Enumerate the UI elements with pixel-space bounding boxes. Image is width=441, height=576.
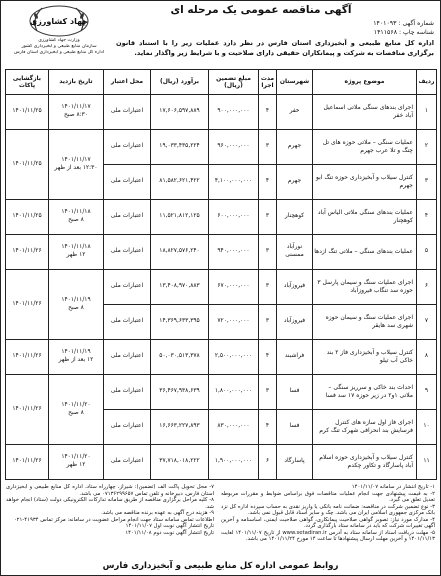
- table-row: [6, 445, 437, 480]
- table-row: [6, 340, 437, 375]
- table-header: [6, 70, 437, 95]
- estimate-amount-cell: ۱۱,۵۲۱,۸۱۲,۱۲۵: [151, 200, 209, 235]
- org-line-ministry: وزارت جهاد کشاورزی: [38, 38, 80, 43]
- guarantee-amount-cell: ۶۰۰,۰۰۰,۰۰۰: [209, 200, 259, 235]
- table-row: [6, 375, 437, 410]
- estimate-amount-cell: ۱۸,۸۲۷,۵۷۶,۲۴۰: [151, 235, 209, 270]
- row-number-cell: ۶: [417, 270, 437, 305]
- guarantee-amount-cell: ۶۷۰,۰۰۰,۰۰۰: [209, 270, 259, 305]
- visit-date-cell: ۱۴۰۱/۱۱/۱۸ ۸ صبح: [49, 200, 104, 235]
- funding-source-cell: اعتبارات ملی: [104, 270, 151, 305]
- table-row: [6, 130, 437, 165]
- row-number-cell: ۸: [417, 340, 437, 375]
- conditions-notes-right: [221, 484, 435, 556]
- contact-info: اطلاعات تماس سامانه ستاد جهت انجام مراحل عضویت در سامانه: مرکز تماس ۴۱۹۳۴-۰۲۱: [13, 516, 214, 523]
- estimate-amount-cell: ۱۳,۴۰۸,۹۷۰,۸۸۳: [151, 270, 209, 305]
- header-city: شهرستان: [277, 70, 313, 95]
- guarantee-amount-cell: ۴,۱۰۰,۰۰۰,۰۰۰: [209, 165, 259, 200]
- project-subject-cell: کنترل سیلاب و آبخیزداری حوزه تنگ ابو جهرم: [313, 165, 417, 200]
- row-number-cell: ۱۱: [417, 445, 437, 480]
- header-funding: محل اعتبار: [104, 70, 151, 95]
- tender-table: [5, 69, 437, 480]
- project-subject-cell: کنترل سیلاب و آبخیزداری فاز ۲ بند خاکی آب تیلو: [313, 340, 417, 375]
- city-cell: کوهچنار: [277, 200, 313, 235]
- note-item: ۴- مدارک مورد نیاز: تصویر گواهی صلاحیت پیمانکاری، گواهی صلاحیت ایمنی، اساسنامه و آخرین آگهی تغییرات شرکت که باید در سامانه ستاد بارگذاری گردد.: [221, 516, 435, 529]
- emblem-lettering: جهاد کشاورزی: [29, 17, 89, 26]
- estimate-amount-cell: ۱۹,۰۳۳,۴۳۵,۲۲۴: [151, 130, 209, 165]
- header-estimate: برآورد (ریال): [151, 70, 209, 95]
- header-guarantee: مبلغ تضمین (ریال): [209, 70, 259, 95]
- header-subject: موضوع پروژه: [313, 70, 417, 95]
- project-subject-cell: عملیات بندهای سنگی – ملاتی تنگ ازدها: [313, 235, 417, 270]
- project-subject-cell: اجرای بندهای سنگی ملاتی اسماعیل آباد خفر: [313, 95, 417, 130]
- tender-table-wrapper: [5, 69, 436, 480]
- project-subject-cell: اجرای عملیات سنگ و سیمان حوزه شهری سد هایقر: [313, 305, 417, 340]
- guarantee-amount-cell: ۹۴۰,۰۰۰,۰۰۰: [209, 235, 259, 270]
- note-item: ۸- کلیه مراحل برگزاری مناقصه از طریق سامانه تدارکات الکترونیکی دولت (ستاد) انجام خواهد شد.: [6, 497, 214, 510]
- estimate-amount-cell: ۵۰,۰۳۰,۵۱۳,۳۷۸: [151, 340, 209, 375]
- visit-date-cell: ۱۴۰۱/۱۱/۱۹ ۸ صبح: [49, 270, 104, 340]
- note-item: ۱- تاریخ انتشار در سامانه ۱۴۰۱/۱۱/۰۷: [351, 484, 435, 490]
- city-cell: فراشبند: [277, 340, 313, 375]
- estimate-amount-cell: ۱۶,۶۶۳,۲۲۷,۸۹۳: [151, 410, 209, 445]
- duration-cell: ۳: [259, 270, 277, 305]
- header-duration: مدت اجرا: [259, 70, 277, 95]
- table-body: [6, 95, 437, 480]
- ad-meta: [284, 19, 434, 37]
- conditions-notes-left: [6, 484, 214, 556]
- funding-source-cell: اعتبارات ملی: [104, 445, 151, 480]
- funding-source-cell: اعتبارات ملی: [104, 165, 151, 200]
- duration-cell: ۴: [259, 340, 277, 375]
- row-number-cell: ۵: [417, 235, 437, 270]
- opening-date-cell: ۱۴۰۱/۱۱/۲۵: [6, 95, 49, 130]
- visit-date-cell: ۱۴۰۱/۱۱/۲۰ ۸ صبح: [49, 375, 104, 445]
- visit-date-cell: ۱۴۰۱/۱۱/۱۸ ۱۲ ظهر: [49, 235, 104, 270]
- duration-cell: ۳: [259, 305, 277, 340]
- funding-source-cell: اعتبارات ملی: [104, 340, 151, 375]
- funding-source-cell: اعتبارات ملی: [104, 235, 151, 270]
- opening-date-cell: ۱۴۰۱/۱۱/۲۶: [6, 375, 49, 445]
- duration-cell: ۳: [259, 235, 277, 270]
- duration-cell: ۳: [259, 200, 277, 235]
- header-row-number: ردیف: [417, 70, 437, 95]
- publish-date-first: تاریخ انتشار آگهی نوبت اول ۱۴۰۱/۱۱/۰۷: [125, 523, 214, 529]
- row-number-cell: ۷: [417, 305, 437, 340]
- estimate-amount-cell: ۸۱,۵۸۲,۶۲۱,۴۲۲: [151, 165, 209, 200]
- guarantee-amount-cell: ۱,۸۰۰,۰۰۰,۰۰۰: [209, 375, 259, 410]
- city-cell: خفر: [277, 95, 313, 130]
- opening-date-cell: ۱۴۰۱/۱۱/۲۶: [6, 270, 49, 340]
- publish-date-second: تاریخ انتشار آگهی نوبت دوم ۱۴۰۱/۱۱/۰۸: [125, 529, 214, 536]
- funding-source-cell: اعتبارات ملی: [104, 130, 151, 165]
- note-item: ۹- هزینه درج آگهی به عهده برنده مناقصه می باشد.: [101, 510, 214, 516]
- note-item: ۵- مهلت دریافت اسناد از سامانه ستاد به آدرس www.setadiran.ir از تاریخ ۱۴۰۱/۱۱/۰۷ لغایت ۱۴۰۱/۱۱/۱۳ و آخرین مهلت ارسال پیشنهادها تا ساعت ۱۴ مورخ ۱۴۰۱/۱۱/۲۴ می باشد.: [221, 529, 435, 542]
- project-subject-cell: اجرای عملیات سنگ و سیمان پارسل ۳ حوزه سد تنگاب فیروزآباد: [313, 270, 417, 305]
- city-cell: جهرم: [277, 165, 313, 200]
- table-row: [6, 235, 437, 270]
- duration-cell: ۳: [259, 375, 277, 410]
- visit-date-cell: ۱۴۰۱/۱۱/۱۹ ۱۲ بعد از ظهر: [49, 340, 104, 375]
- city-cell: نورآباد ممسنی: [277, 235, 313, 270]
- duration-cell: ۴: [259, 165, 277, 200]
- guarantee-amount-cell: ۲,۵۰۰,۰۰۰,۰۰۰: [209, 340, 259, 375]
- note-item: ۲- به قیمت پیشنهادی جهت انجام عملیات مناقصات فوق براساس ضوابط و مقررات مربوطه تعدیل تعلق می گیرد.: [221, 490, 435, 503]
- organization-logo: [7, 4, 111, 56]
- funding-source-cell: اعتبارات ملی: [104, 200, 151, 235]
- project-subject-cell: عملیات بندهای سنگی ملاتی الیاس آباد کوهچنار: [313, 200, 417, 235]
- visit-date-cell: ۱۴۰۱/۱۱/۱۷ ۱۲:۳۰ بعد از ظهر: [49, 130, 104, 200]
- intro-paragraph: اداره کل منابع طبیعی و آبخیزداری استان فارس در نظر دارد عملیات زیر را با استناد قانون برگزاری مناقصات به شرکت و پیمانکاران حقیقی دارای صلاحیت و با شرایط زیر واگذار نماید.: [116, 39, 434, 57]
- city-cell: فیروزآباد: [277, 270, 313, 305]
- city-cell: فیروزآباد: [277, 305, 313, 340]
- duration-cell: ۶: [259, 445, 277, 480]
- ministry-emblem-icon: [28, 4, 90, 38]
- estimate-amount-cell: ۱۷,۶۰۶,۵۹۷,۸۸۹: [151, 95, 209, 130]
- guarantee-amount-cell: ۸۳۰,۰۰۰,۰۰۰: [209, 410, 259, 445]
- org-line-office: اداره کل منابع طبیعی و آبخیزداری استان فارس: [13, 50, 105, 55]
- duration-cell: ۴: [259, 410, 277, 445]
- guarantee-amount-cell: ۹۰۰,۰۰۰,۰۰۰: [209, 95, 259, 130]
- estimate-amount-cell: ۳۶,۴۶۷,۹۳۸,۶۳۹: [151, 375, 209, 410]
- duration-cell: ۳: [259, 130, 277, 165]
- print-id: شناسه چاپ : ۱۴۱۱۵۶۸: [373, 29, 434, 36]
- funding-source-cell: اعتبارات ملی: [104, 305, 151, 340]
- row-number-cell: ۳: [417, 165, 437, 200]
- table-row: [6, 95, 437, 130]
- opening-date-cell: ۱۴۰۱/۱۱/۲۶: [6, 445, 49, 480]
- row-number-cell: ۴: [417, 200, 437, 235]
- estimate-amount-cell: ۳۷,۷۱۸,۰۱۸,۲۲۲: [151, 445, 209, 480]
- table-row: [6, 270, 437, 305]
- funding-source-cell: اعتبارات ملی: [104, 375, 151, 410]
- public-relations-signature: روابط عمومی اداره کل منابع طبیعی و آبخیزداری فارس: [102, 561, 339, 571]
- table-row: [6, 200, 437, 235]
- city-cell: فسا: [277, 375, 313, 410]
- header-opening-date: بازگشایی پاکات: [6, 70, 49, 95]
- note-item: ۳- نوع تضمین شرکت در مناقصه: ضمانت نامه بانکی یا واریز نقدی به حساب سپرده اداره کل نزد بانک مرکزی جمهوری اسلامی ایران می باشد. چک و سایر اسناد قابل قبول نمی باشد.: [221, 503, 435, 516]
- row-number-cell: ۱: [417, 95, 437, 130]
- page-title: آگهی مناقصه عمومی یک مرحله ای: [170, 4, 352, 16]
- estimate-amount-cell: ۱۴,۳۶۹,۶۳۳,۳۹۵: [151, 305, 209, 340]
- opening-date-cell: ۱۴۰۱/۱۱/۲۵: [6, 130, 49, 200]
- guarantee-amount-cell: ۹۶۰,۰۰۰,۰۰۰: [209, 130, 259, 165]
- city-cell: جهرم: [277, 130, 313, 165]
- row-number-cell: ۲: [417, 130, 437, 165]
- project-subject-cell: کنترل سیلاب و آبخیزداری حوزه اسلام آباد پاسارگاد و تکاور چکدم: [313, 445, 417, 480]
- table-header-row: [6, 70, 437, 95]
- org-line-organization: سازمان منابع طبیعی و آبخیزداری کشور: [21, 44, 97, 49]
- project-subject-cell: اجرای فاز اول سازه های کنترل فرسایش بند انحرافی شهرک تنگ کرم: [313, 410, 417, 445]
- opening-date-cell: ۱۴۰۱/۱۱/۲۶: [6, 340, 49, 375]
- funding-source-cell: اعتبارات ملی: [104, 410, 151, 445]
- opening-date-cell: ۱۴۰۱/۱۱/۲۶: [6, 235, 49, 270]
- row-number-cell: ۹: [417, 375, 437, 410]
- city-cell: فسا: [277, 410, 313, 445]
- ad-number: شماره آگهی : ۱۴۰۱۰۹۳: [373, 20, 434, 27]
- project-subject-cell: عملیات سنگی – ملاتی حوزه های تل چنگ و تلا عرب جهرم: [313, 130, 417, 165]
- note-item: ۷- محل تحویل پاکت الف (تضمین): شیراز، چهارراه ستاد، اداره کل منابع طبیعی و آبخیزداری استان فارس، دبیرخانه و تلفن تماس ۰۷۱۳۶۲۹۹۶۵۷ می باشد.: [6, 484, 214, 497]
- duration-cell: ۴: [259, 95, 277, 130]
- funding-source-cell: اعتبارات ملی: [104, 95, 151, 130]
- visit-date-cell: ۱۴۰۱/۱۱/۲۰ ۱۲ ظهر: [49, 445, 104, 480]
- guarantee-amount-cell: ۷۲۰,۰۰۰,۰۰۰: [209, 305, 259, 340]
- guarantee-amount-cell: ۱,۹۰۰,۰۰۰,۰۰۰: [209, 445, 259, 480]
- row-number-cell: ۱۰: [417, 410, 437, 445]
- visit-date-cell: ۱۴۰۱/۱۱/۱۷ ۸:۳۰ صبح: [49, 95, 104, 130]
- project-subject-cell: احداث بند خاکی و سرریز سنگی – ملاتی ۱و۲ در زیر حوزه ۱۷ سد فسا: [313, 375, 417, 410]
- header-visit-date: تاریخ بازدید: [49, 70, 104, 95]
- city-cell: پاسارگاد: [277, 445, 313, 480]
- opening-date-cell: ۱۴۰۱/۱۱/۲۵: [6, 200, 49, 235]
